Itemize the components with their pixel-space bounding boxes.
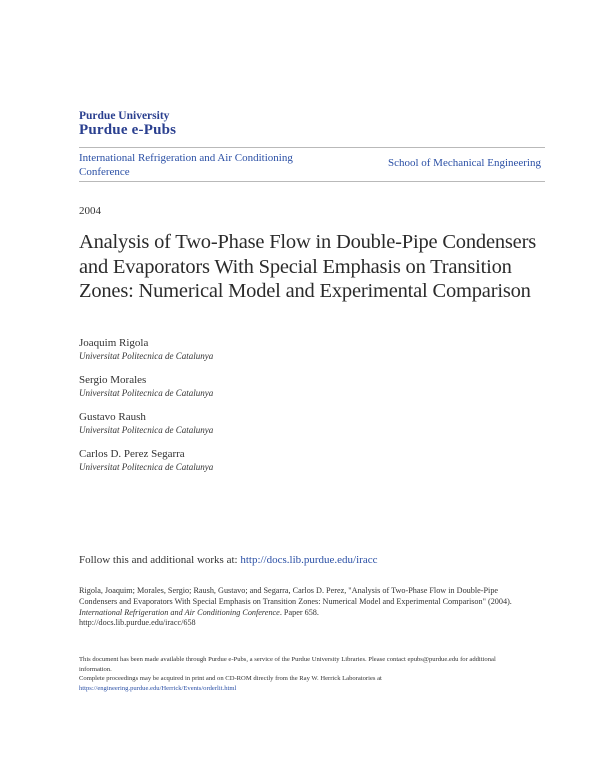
repository-name[interactable]: Purdue e-Pubs <box>79 122 177 138</box>
notice-block <box>79 655 529 693</box>
notice-line-2-text: Complete proceedings may be acquired in print and on CD-ROM directly from the Ray W. Herrick Laboratories at <box>79 675 382 682</box>
author-name: Joaquim Rigola <box>79 337 149 349</box>
follow-text: Follow this and additional works at: <box>79 554 241 566</box>
author-affiliation: Universitat Politecnica de Catalunya <box>79 425 214 435</box>
follow-line <box>79 554 377 566</box>
citation-url[interactable]: http://docs.lib.purdue.edu/iracc/658 <box>79 618 196 628</box>
bottom-divider <box>79 181 545 182</box>
institution-name[interactable]: Purdue University <box>79 110 170 122</box>
top-divider <box>79 147 545 148</box>
notice-line-1: This document has been made available through Purdue e-Pubs, a service of the Purdue University Libraries. Please contact epubs@purdue.edu for additional information. <box>79 656 496 673</box>
author-entry <box>79 336 479 362</box>
citation-venue: International Refrigeration and Air Conditioning Conference <box>79 607 280 617</box>
follow-link[interactable]: http://docs.lib.purdue.edu/iracc <box>240 554 378 566</box>
department-link[interactable]: School of Mechanical Engineering <box>387 157 541 169</box>
citation-paper-number: . Paper 658. <box>279 607 319 617</box>
notice-line-2 <box>79 674 529 693</box>
author-affiliation: Universitat Politecnica de Catalunya <box>79 462 214 472</box>
conference-series-link[interactable]: International Refrigeration and Air Conditioning Conference <box>79 152 293 178</box>
citation-main: Rigola, Joaquim; Morales, Sergio; Raush, Gustavo; and Segarra, Carlos D. Perez, "Analysis of Two-Phase Flow in Double-Pipe Condensers and Evaporators With Special Emphasis on Transition Zones: Numerical Model and Experimental Comparison" (2004). <box>79 586 512 606</box>
author-affiliation: Universitat Politecnica de Catalunya <box>79 388 214 398</box>
author-entry <box>79 373 479 399</box>
publication-year: 2004 <box>79 205 101 217</box>
author-name: Carlos D. Perez Segarra <box>79 448 185 460</box>
author-name: Gustavo Raush <box>79 411 146 423</box>
author-list <box>79 336 479 484</box>
author-entry <box>79 410 479 436</box>
herrick-link[interactable]: https://engineering.purdue.edu/Herrick/Events/orderlit.html <box>79 684 237 692</box>
paper-title: Analysis of Two-Phase Flow in Double-Pipe Condensers and Evaporators With Special Emphasis on Transition Zones: Numerical Model and Experimental Comparison <box>79 231 536 302</box>
author-name: Sergio Morales <box>79 374 147 386</box>
citation-block <box>79 586 529 629</box>
author-affiliation: Universitat Politecnica de Catalunya <box>79 351 214 361</box>
author-entry <box>79 447 479 473</box>
